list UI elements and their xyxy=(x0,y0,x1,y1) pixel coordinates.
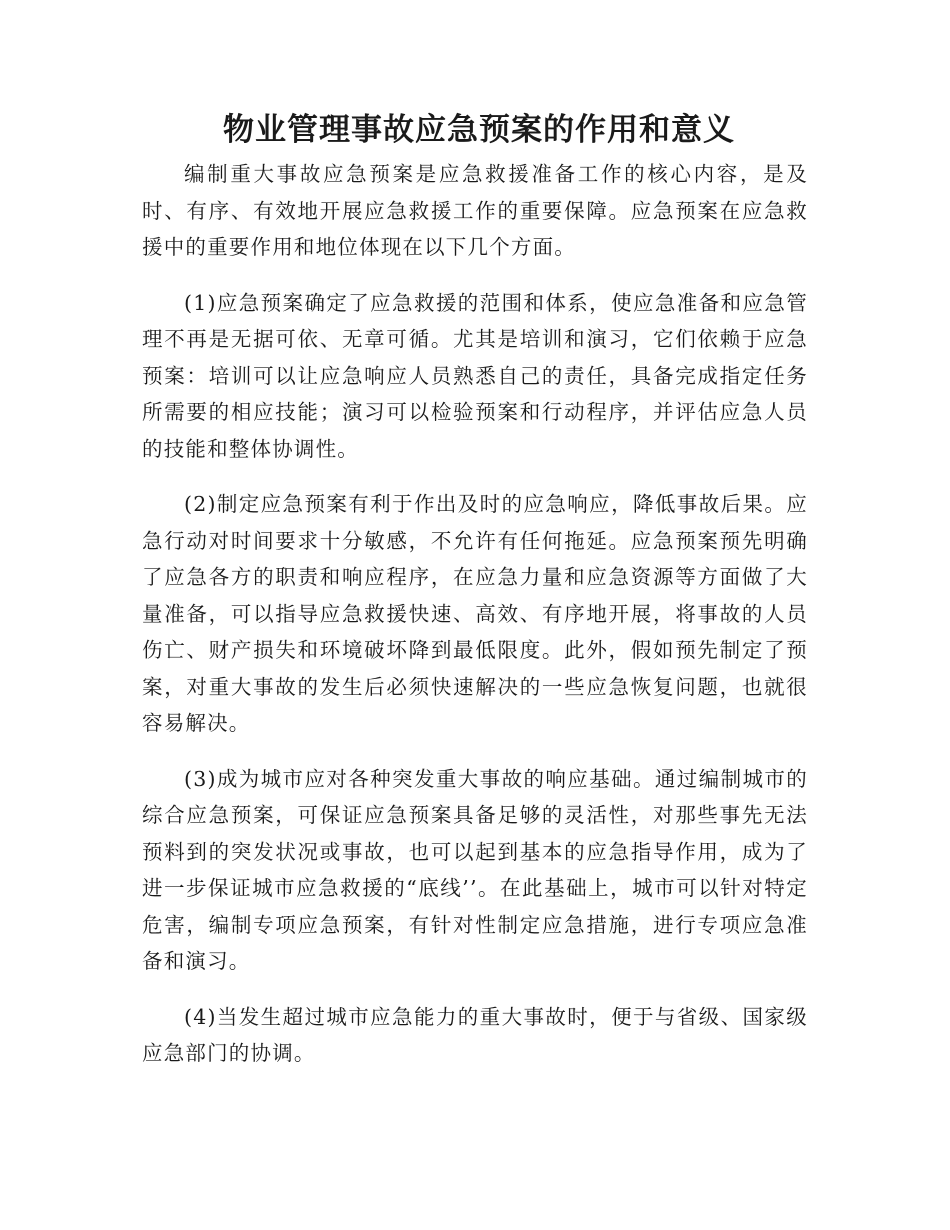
document-title: 物业管理事故应急预案的作用和意义 xyxy=(223,112,735,148)
intro-paragraph: 编制重大事故应急预案是应急救援准备工作的核心内容，是及时、有序、有效地开展应急救援工作的重要保障。应急预案在应急救援中的重要作用和地位体现在以下几个方面。 xyxy=(142,162,808,259)
paragraph-1: (1)应急预案确定了应急救援的范围和体系，使应急准备和应急管理不再是无据可依、无章可循。尤其是培训和演习，它们依赖于应急预案：培训可以让应急响应人员熟悉自己的责任，具备完成指定任务所需要的相应技能；演习可以检验预案和行动程序，并评估应急人员的技能和整体协调性。 xyxy=(142,290,808,461)
document-page xyxy=(142,108,808,1091)
paragraph-2: (2)制定应急预案有利于作出及时的应急响应，降低事故后果。应急行动对时间要求十分敏感，不允许有任何拖延。应急预案预先明确了应急各方的职责和响应程序，在应急力量和应急资源等方面做了大量准备，可以指导应急救援快速、高效、有序地开展，将事故的人员伤亡、财产损失和环境破坏降到最低限度。此外，假如预先制定了预案，对重大事故的发生后必须快速解决的一些应急恢复问题，也就很容易解决。 xyxy=(142,492,808,735)
paragraph-4: (4)当发生超过城市应急能力的重大事故时，便于与省级、国家级应急部门的协调。 xyxy=(142,1004,808,1065)
paragraph-3: (3)成为城市应对各种突发重大事故的响应基础。通过编制城市的综合应急预案，可保证应急预案具备足够的灵活性，对那些事先无法预料到的突发状况或事故，也可以起到基本的应急指导作用，成为了进一步保证城市应急救援的“底线’’。在此基础上，城市可以针对特定危害，编制专项应急预案，有针对性制定应急措施，进行专项应急准备和演习。 xyxy=(142,766,808,973)
